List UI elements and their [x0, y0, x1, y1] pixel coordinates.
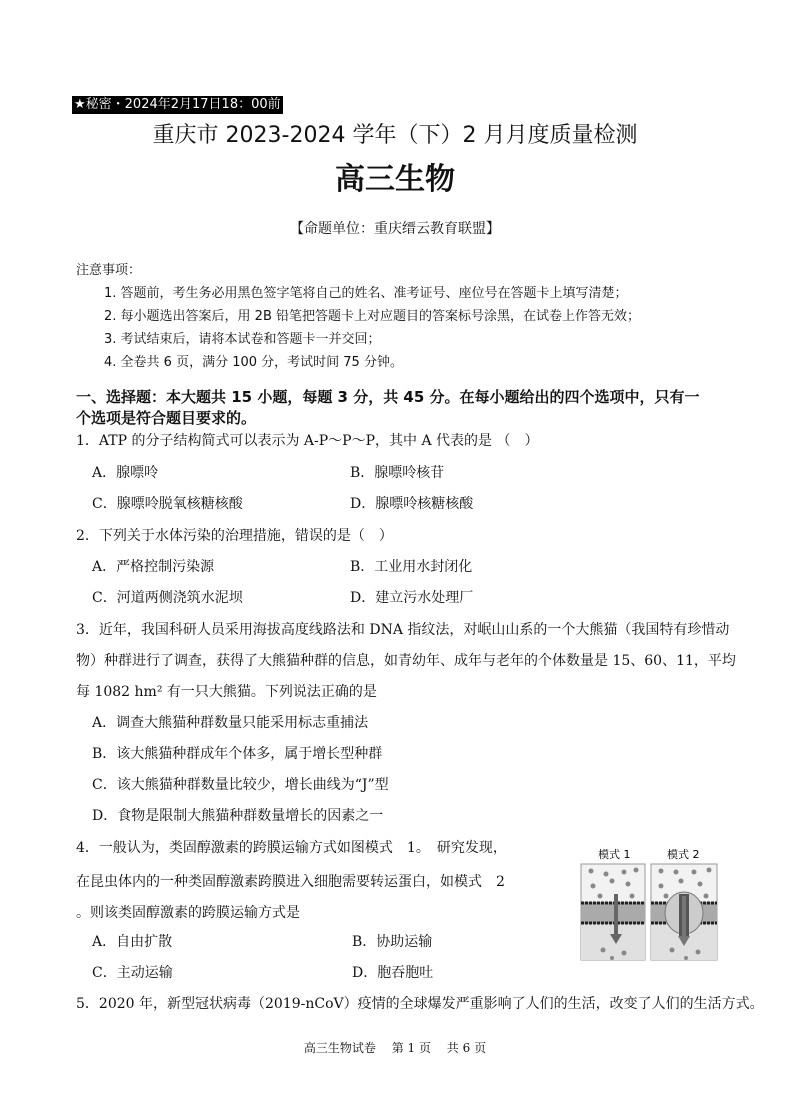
notice-item: 3. 考试结束后，请将本试卷和答题卡一并交回；	[104, 332, 381, 347]
q3-option-b: B．该大熊猫种群成年个体多，属于增长型种群	[92, 746, 383, 762]
question-3-stem: 物）种群进行了调查，获得了大熊猫种群的信息，如青幼年、成年与老年的个体数量是 15、60、11，平均	[76, 653, 736, 669]
issuing-unit: 【命题单位：重庆缙云教育联盟】	[290, 221, 500, 237]
q1-option-c: C．腺嘌呤脱氧核糖核酸	[92, 496, 243, 512]
q1-option-a: A．腺嘌呤	[92, 465, 159, 481]
exam-title: 重庆市 2023-2024 学年（下）2 月月度质量检测	[152, 123, 638, 148]
q1-option-b: B．腺嘌呤核苷	[350, 465, 445, 481]
mode-1-panel	[581, 864, 645, 960]
page-footer: 高三生物试卷 第 1 页 共 6 页	[303, 1041, 487, 1055]
q4-option-b: B．协助运输	[352, 934, 433, 950]
question-1-stem: 1．ATP 的分子结构简式可以表示为 A-P～P～P，其中 A 代表的是 （ ）	[76, 433, 539, 449]
q4-option-a: A．自由扩散	[92, 934, 173, 950]
question-3-stem: 每 1082 hm² 有一只大熊猫。下列说法正确的是	[76, 684, 377, 700]
confidential-label: ★秘密・2024年2月17日18：00前	[74, 97, 281, 112]
notice-item: 1. 答题前，考生务必用黑色签字笔将自己的姓名、准考证号、座位号在答题卡上填写清楚；	[104, 286, 628, 301]
mode-2-panel	[651, 864, 717, 960]
figure-label-mode-1: 模式 1	[598, 848, 631, 861]
section-heading: 个选项是符合题目要求的。	[76, 409, 257, 427]
q2-option-c: C．河道两侧浇筑水泥坝	[92, 590, 243, 606]
notice-heading: 注意事项：	[76, 263, 142, 278]
question-5-stem: 5．2020 年，新型冠状病毒（2019-nCoV）疫情的全球爆发严重影响了人们的生活，改变了人们的生活方式。	[76, 996, 764, 1012]
subject-title: 高三生物	[335, 162, 455, 197]
q2-option-d: D．建立污水处理厂	[350, 590, 474, 606]
notice-item: 4. 全卷共 6 页，满分 100 分，考试时间 75 分钟。	[104, 355, 403, 370]
q2-option-b: B．工业用水封闭化	[350, 559, 473, 575]
q2-option-a: A．严格控制污染源	[92, 559, 215, 575]
q3-option-a: A．调查大熊猫种群数量只能采用标志重捕法	[92, 715, 369, 731]
question-2-stem: 2．下列关于水体污染的治理措施，错误的是（ ）	[76, 528, 393, 544]
q4-option-c: C．主动运输	[92, 965, 173, 981]
membrane-transport-figure	[576, 844, 726, 962]
figure-label-mode-2: 模式 2	[667, 848, 700, 861]
question-4-stem: 在昆虫体内的一种类固醇激素跨膜进入细胞需要转运蛋白，如模式 2	[76, 874, 505, 890]
q1-option-d: D．腺嘌呤核糖核酸	[350, 496, 474, 512]
question-4-stem: 。则该类固醇激素的跨膜运输方式是	[76, 905, 300, 921]
notice-item: 2. 每小题选出答案后，用 2B 铅笔把答题卡上对应题目的答案标号涂黑，在试卷上作答无效；	[104, 309, 640, 324]
section-heading: 一、选择题：本大题共 15 小题，每题 3 分，共 45 分。在每小题给出的四个选项中，只有一	[76, 388, 700, 406]
question-3-stem: 3．近年，我国科研人员采用海拔高度线路法和 DNA 指纹法，对岷山山系的一个大熊猫（我国特有珍惜动	[76, 622, 730, 638]
q4-option-d: D．胞吞胞吐	[352, 965, 434, 981]
q3-option-c: C．该大熊猫种群数量比较少，增长曲线为“J”型	[92, 777, 389, 793]
q3-option-d: D．食物是限制大熊猫种群数量增长的因素之一	[92, 808, 384, 824]
question-4-stem: 4．一般认为，类固醇激素的跨膜运输方式如图模式 1。 研究发现，	[76, 840, 507, 856]
